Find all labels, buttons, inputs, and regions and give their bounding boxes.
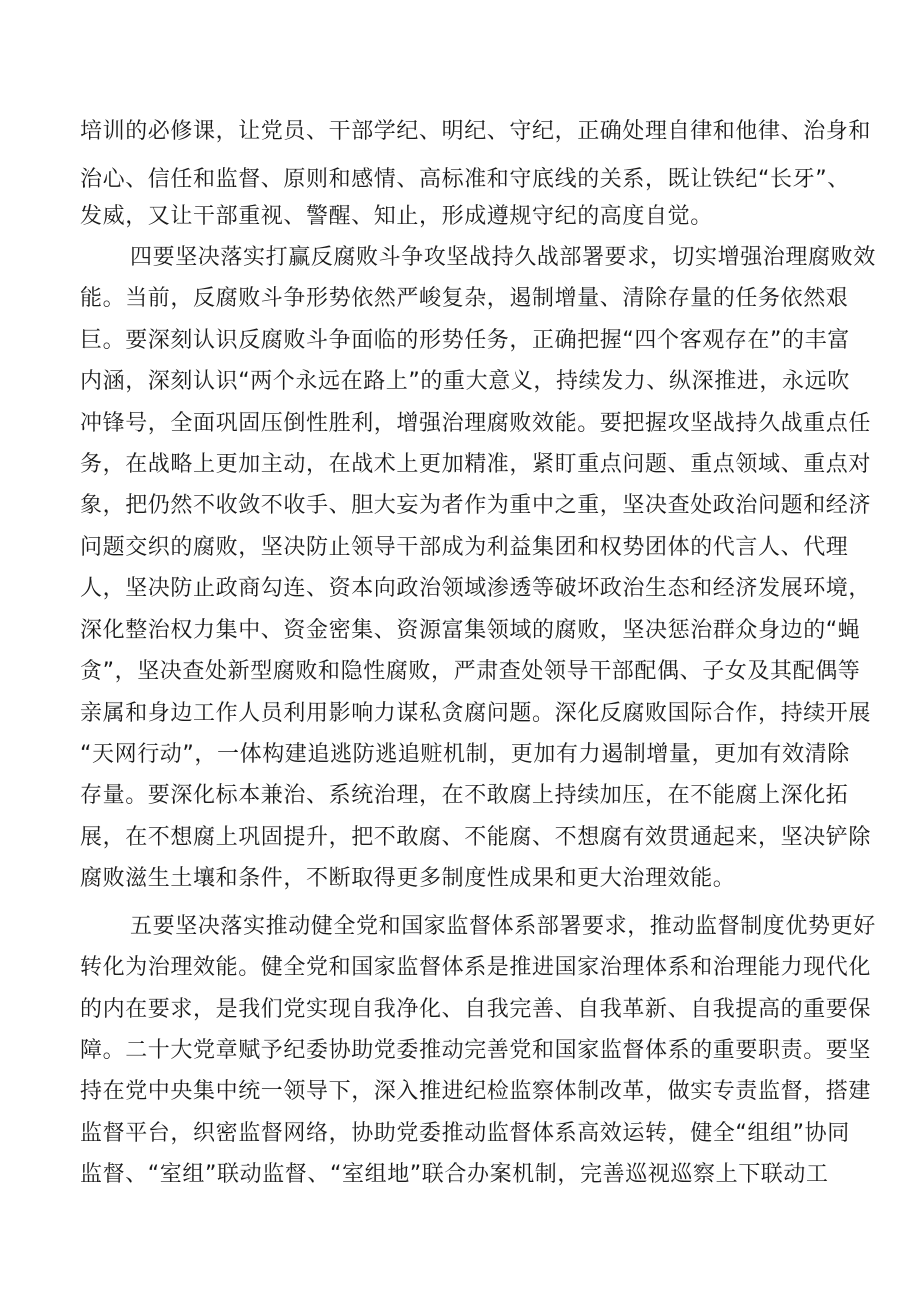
text-line-7: 内涵，深刻认识“两个永远在路上”的重大意义，持续发力、纵深推进，永远吹 [80,369,850,394]
text-line-11: 问题交织的腐败，坚决防止领导干部成为利益集团和权势团体的代言人、代理 [80,535,849,560]
text-line-22: 的内在要求，是我们党实现自我净化、自我完善、自我革新、自我提高的重要保 [80,997,872,1022]
text-line-15: 亲属和身边工作人员利用影响力谋私贪腐问题。深化反腐败国际合作，持续开展 [80,701,872,726]
text-line-25: 监督平台，织密监督网络，协助党委推动监督体系高效运转，健全“组组”协同 [80,1121,850,1146]
text-line-1: 培训的必修课，让党员、干部学纪、明纪、守纪，正确处理自律和他律、治身和 [80,119,872,144]
text-line-17: 存量。要深化标本兼治、系统治理，在不敢腐上持续加压，在不能腐上深化拓 [80,783,849,808]
text-line-24: 持在党中央集中统一领导下，深入推进纪检监察体制改革，做实专责监督，搭建 [80,1079,872,1104]
text-line-12: 人，坚决防止政商勾连、资本向政治领域渗透等破坏政治生态和经济发展环境， [80,576,872,601]
text-line-4: 四要坚决落实打赢反腐败斗争攻坚战持久战部署要求，切实增强治理腐败效 [130,245,876,270]
text-line-23: 障。二十大党章赋予纪委协助党委推动完善党和国家监督体系的重要职责。要坚 [80,1038,872,1063]
text-line-16: “天网行动”，一体构建追逃防逃追赃机制，更加有力遏制增量，更加有效清除 [80,742,850,767]
text-line-14: 贪”，坚决查处新型腐败和隐性腐败，严肃查处领导干部配偶、子女及其配偶等 [80,659,861,684]
text-line-26: 监督、“室组”联动监督、“室组地”联合办案机制，完善巡视巡察上下联动工 [80,1162,829,1187]
text-line-21: 转化为治理效能。健全党和国家监督体系是推进国家治理体系和治理能力现代化 [80,955,872,980]
text-line-18: 展，在不想腐上巩固提升，把不敢腐、不能腐、不想腐有效贯通起来，坚决铲除 [80,825,872,850]
text-line-2: 治心、信任和监督、原则和感情、高标准和守底线的关系，既让铁纪“长牙”、 [80,167,850,192]
text-line-20: 五要坚决落实推动健全党和国家监督体系部署要求，推动监督制度优势更好 [130,914,876,939]
text-line-5: 能。当前，反腐败斗争形势依然严峻复杂，遏制增量、清除存量的任务依然艰 [80,286,849,311]
text-line-13: 深化整治权力集中、资金密集、资源富集领域的腐败，坚决惩治群众身边的“蝇 [80,618,861,643]
text-line-10: 象，把仍然不收敛不收手、胆大妄为者作为重中之重，坚决查处政治问题和经济 [80,493,872,518]
text-line-8: 冲锋号，全面巩固压倒性胜利，增强治理腐败效能。要把握攻坚战持久战重点任 [80,411,872,436]
text-line-19: 腐败滋生土壤和条件，不断取得更多制度性成果和更大治理效能。 [80,866,736,891]
text-line-3: 发威，又让干部重视、警醒、知止，形成遵规守纪的高度自觉。 [80,204,713,229]
text-line-9: 务，在战略上更加主动，在战术上更加精准，紧盯重点问题、重点领域、重点对 [80,452,872,477]
text-line-6: 巨。要深刻认识反腐败斗争面临的形势任务，正确把握“四个客观存在”的丰富 [80,328,850,353]
